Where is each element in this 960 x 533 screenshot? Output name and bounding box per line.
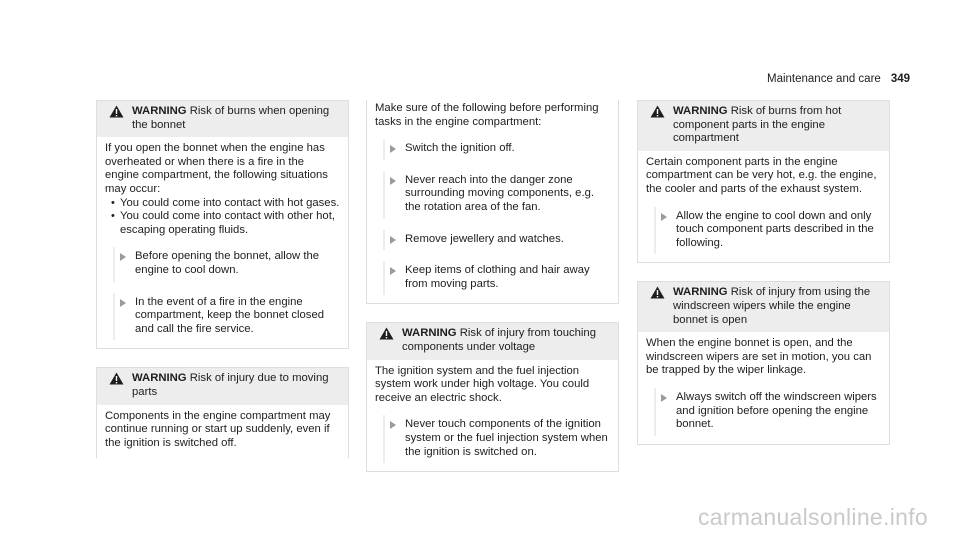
warning-body: [97, 137, 348, 348]
warning-triangle-icon: [109, 372, 124, 385]
warning-text: When the engine bonnet is open, and the windscreen wipers are set in motion, you can be trapped by the wiper linkage.: [646, 337, 872, 377]
warning-box-wipers: [637, 281, 890, 444]
step-item: [654, 388, 881, 436]
step-text: Remove jewellery and watches.: [405, 232, 564, 245]
step-text: Allow the engine to cool down and only touch component parts described in the following.: [676, 209, 874, 249]
warning-triangle-icon: [650, 105, 665, 118]
step-item: [654, 207, 881, 255]
warning-header: [97, 368, 348, 404]
column-2: [366, 100, 619, 490]
warning-body: [638, 332, 889, 444]
warning-body: [97, 405, 349, 459]
bullet-list: [105, 197, 340, 238]
step-arrow-icon: [390, 267, 396, 275]
step-item: [113, 293, 340, 341]
warning-body: [367, 360, 618, 472]
step-text: Keep items of clothing and hair away from moving parts.: [405, 264, 590, 290]
step-item: [383, 230, 610, 251]
list-item: [105, 210, 340, 237]
step-text: Always switch off the windscreen wipers and ignition before opening the engine bonnet.: [676, 390, 877, 431]
step-text: Never touch components of the ignition system or the fuel injection system when the ignition is switched on.: [405, 418, 608, 458]
warning-title: Risk of burns from hot component parts in the engine compartment: [673, 105, 842, 145]
section-title: Maintenance and care: [767, 73, 881, 85]
warning-box-hot-parts: [637, 100, 890, 263]
step-item: [383, 261, 610, 295]
warning-header: [367, 323, 618, 359]
warning-word: WARNING: [673, 105, 728, 117]
step-arrow-icon: [661, 394, 667, 402]
step-arrow-icon: [120, 253, 126, 261]
step-item: [383, 415, 610, 463]
bullet-icon: •: [111, 196, 115, 209]
warning-word: WARNING: [673, 286, 728, 299]
warning-triangle-icon: [379, 327, 394, 340]
step-text: Never reach into the danger zone surrounding moving components, e.g. the rotation area of the fan.: [405, 173, 595, 213]
instruction-block: [366, 100, 619, 304]
warning-title: Risk of injury from touching components under voltage: [402, 327, 596, 353]
warning-word: WARNING: [402, 327, 457, 340]
page-header: [767, 73, 910, 87]
step-arrow-icon: [661, 213, 667, 221]
warning-box-burns-bonnet: [96, 100, 349, 349]
warning-text: Certain component parts in the engine compartment can be very hot, e.g. the engine, the cooler and parts of the exhaust system.: [646, 155, 877, 195]
column-1: [96, 100, 349, 476]
warning-box-voltage: [366, 322, 619, 472]
watermark: carmanualsonline.info: [697, 504, 928, 531]
instruction-intro: Make sure of the following before performing tasks in the engine compartment:: [375, 102, 599, 128]
step-item: [383, 171, 610, 219]
step-item: [383, 139, 610, 160]
step-item: [113, 247, 340, 281]
warning-header: [638, 101, 889, 151]
list-item-text: You could come into contact with other hot, escaping operating fluids.: [120, 210, 335, 236]
step-arrow-icon: [390, 145, 396, 153]
step-arrow-icon: [390, 421, 396, 429]
warning-triangle-icon: [650, 286, 665, 299]
warning-body: [638, 151, 889, 263]
warning-word: WARNING: [132, 372, 187, 385]
list-item: [105, 197, 340, 211]
warning-header: [97, 101, 348, 137]
warning-title: Risk of injury from using the windscreen wipers while the engine bonnet is open: [673, 286, 871, 326]
warning-word: WARNING: [132, 105, 187, 117]
warning-box-moving-parts: [96, 367, 349, 458]
warning-header: [638, 282, 889, 332]
page-number: 349: [890, 73, 910, 85]
step-arrow-icon: [390, 236, 396, 244]
warning-text: Components in the engine compartment may continue running or start up suddenly, even if the ignition is switched off.: [105, 409, 331, 449]
step-text: Before opening the bonnet, allow the engine to cool down.: [135, 250, 320, 276]
warning-triangle-icon: [109, 105, 124, 118]
step-text: In the event of a fire in the engine compartment, keep the bonnet closed and call the fire service.: [135, 295, 325, 335]
step-arrow-icon: [390, 177, 396, 185]
step-arrow-icon: [120, 299, 126, 307]
warning-text: If you open the bonnet when the engine has overheated or when there is a fire in the engine compartment, the following situations may occur:: [105, 142, 328, 195]
warning-title: Risk of injury due to moving parts: [132, 372, 329, 398]
warning-title: Risk of burns when opening the bonnet: [132, 105, 330, 131]
warning-text: The ignition system and the fuel injection system work under high voltage. You could receive an electric shock.: [375, 364, 590, 404]
column-3: [637, 100, 890, 463]
list-item-text: You could come into contact with hot gases.: [120, 196, 340, 209]
bullet-icon: •: [111, 210, 115, 223]
step-text: Switch the ignition off.: [405, 142, 515, 155]
